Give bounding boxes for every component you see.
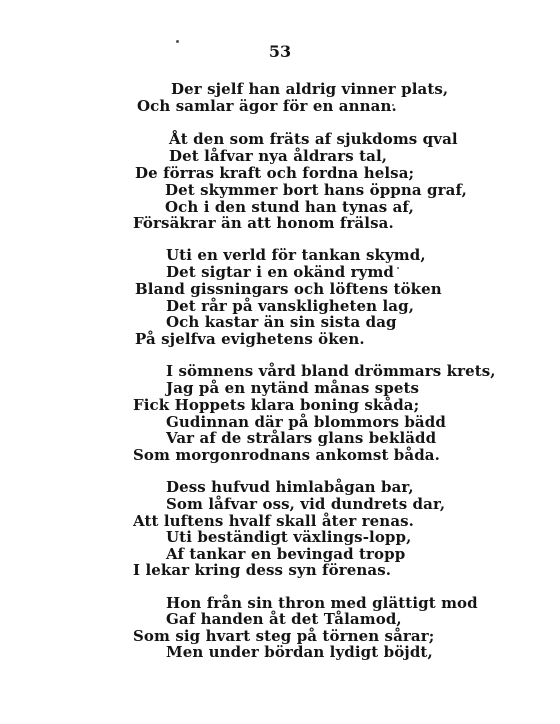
poem-line: Bland gissningars och löftens töken [135,280,442,298]
poem-line: Och samlar ägor för en annan. [137,97,397,115]
poem-line: Fick Hoppets klara boning skåda; [133,396,420,414]
poem-line: Dess hufvud himlabågan bar, [166,478,414,496]
poem-line: Som sig hvart steg på törnen sårar; [133,627,435,645]
poem-line: Hon från sin thron med glättigt mod [166,594,478,612]
poem-line: Och i den stund han tynas af, [165,198,414,216]
page-number: 53 [268,42,292,61]
poem-line: Uti beständigt växlings-lopp, [166,528,412,546]
poem-line: Att luftens hvalf skall åter renas. [133,512,414,530]
poem-line: Der sjelf han aldrig vinner plats, [171,80,449,98]
poem-line: Det skymmer bort hans öppna graf, [165,181,467,199]
poem-line: Som morgonrodnans ankomst båda. [133,446,440,464]
poem-line: Men under bördan lydigt böjdt, [166,643,433,661]
poem-line: Det sigtar i en okänd rymd [166,263,395,281]
poem-line: I lekar kring dess syn förenas. [133,561,392,579]
poem-line: Gaf handen åt det Tålamod, [166,610,402,628]
poem-line: I sömnens vård bland drömmars krets, [166,362,496,380]
poem-line: Åt den som fräts af sjukdoms qval [169,130,458,148]
poem-line: De förras kraft och fordna helsa; [135,164,415,182]
poem-line: Som låfvar oss, vid dundrets dar, [166,495,446,513]
poem-line: Uti en verld för tankan skymd, [166,246,426,264]
poem-line: Af tankar en bevingad tropp [166,545,406,563]
poem-line: Och kastar än sin sista dag [166,313,397,331]
poem-line: På sjelfva evighetens öken. [135,330,365,348]
poem-line: Var af de strålars glans beklädd [166,429,437,447]
poem-line: Försäkrar än att honom frälsa. [133,214,394,232]
poem-line: Gudinnan där på blommors bädd [166,413,446,431]
poem-line: Jag på en nytänd månas spets [166,379,420,397]
poem-line: Det rår på vanskligheten lag, [166,297,415,315]
poem-line: Det låfvar nya åldrars tal, [169,147,388,165]
